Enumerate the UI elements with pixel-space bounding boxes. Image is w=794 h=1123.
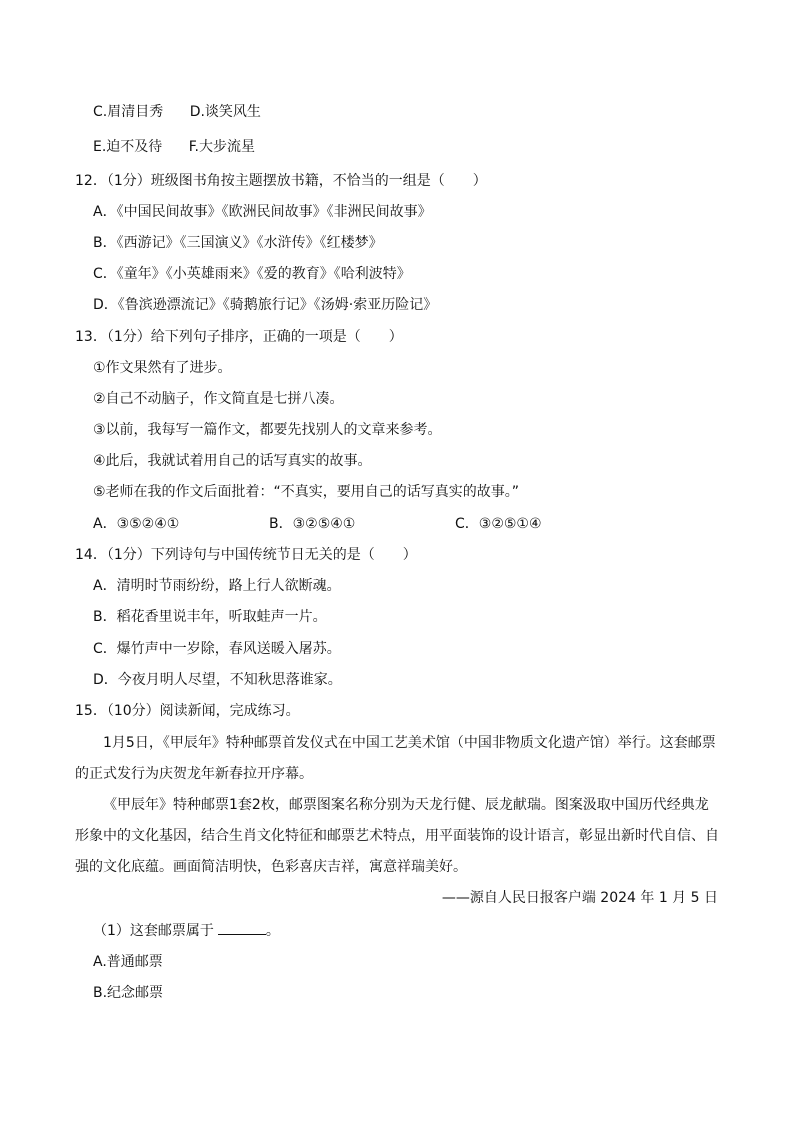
q15-news-paragraph-1: 1月5日，《甲辰年》特种邮票首发仪式在中国工艺美术馆（中国非物质文化遗产馆）举行。这套邮票的正式发行为庆贺龙年新春拉开序幕。: [75, 735, 716, 782]
q11-option-d: D.谈笑风生: [189, 104, 261, 120]
q13-sentence-1: ①作文果然有了进步。: [93, 360, 232, 376]
q11-options-row-ef: [93, 137, 255, 157]
q15-news-paragraph-2: 《甲辰年》特种邮票1套2枚，邮票图案名称分别为天龙行健、辰龙献瑞。图案汲取中国历代经典龙形象中的文化基因，结合生肖文化特征和邮票艺术特点，用平面装饰的设计语言，彰显出新时代自信、自强的文化底蕴。画面简洁明快，色彩喜庆吉祥，寓意祥瑞美好。: [75, 797, 719, 875]
q15-sub1-end: 。: [265, 923, 280, 939]
answer-blank[interactable]: [218, 920, 266, 935]
q15-sub1-stem: [93, 920, 280, 941]
q14-option-b: B．稻花香里说丰年，听取蛙声一片。: [93, 609, 327, 625]
q13-sentence-2: ②自己不动脑子，作文简直是七拼八凑。: [93, 391, 344, 407]
q15-news-source: ——源自人民日报客户端 2024 年 1 月 5 日: [441, 890, 718, 906]
q13-stem: 13．（1分）给下列句子排序，正确的一项是（ ）: [75, 329, 403, 345]
q15-sub1-text: （1）这套邮票属于: [93, 923, 214, 939]
q13-sentence-3: ③以前，我每写一篇作文，都要先找别人的文章来参考。: [93, 422, 442, 438]
q14-option-d: D．今夜月明人尽望，不知秋思落谁家。: [93, 672, 342, 688]
q13-option-a: A．③⑤②④①: [93, 516, 180, 532]
q14-option-c: C．爆竹声中一岁除，春风送暖入屠苏。: [93, 641, 341, 657]
q11-options-row-cd: [93, 102, 261, 122]
q12-option-c: C．《童年》《小英雄雨来》《爱的教育》《哈利波特》: [93, 266, 411, 282]
q15-sub1-option-a: A.普通邮票: [93, 954, 163, 970]
q12-option-a: A．《中国民间故事》《欧洲民间故事》《非洲民间故事》: [93, 204, 432, 220]
q15-sub1-option-b: B.纪念邮票: [93, 985, 164, 1001]
q15-stem: 15．（10分）阅读新闻，完成练习。: [75, 703, 300, 719]
q14-stem: 14．（1分）下列诗句与中国传统节日无关的是（ ）: [75, 547, 417, 563]
q14-option-a: A．清明时节雨纷纷，路上行人欲断魂。: [93, 578, 341, 594]
q13-option-c: C．③②⑤①④: [455, 516, 542, 532]
q13-option-b: B．③②⑤④①: [269, 516, 356, 532]
q11-option-c: C.眉清目秀: [93, 104, 164, 120]
q13-sentence-4: ④此后，我就试着用自己的话写真实的故事。: [93, 453, 372, 469]
q11-option-f: F.大步流星: [188, 139, 256, 155]
q12-stem: 12．（1分）班级图书角按主题摆放书籍，不恰当的一组是（ ）: [75, 173, 487, 189]
q12-option-b: B．《西游记》《三国演义》《水浒传》《红楼梦》: [93, 235, 383, 251]
q12-option-d: D．《鲁滨逊漂流记》《骑鹅旅行记》《汤姆·索亚历险记》: [93, 297, 438, 313]
q11-option-e: E.迫不及待: [93, 139, 163, 155]
q13-sentence-5: ⑤老师在我的作文后面批着：“不真实，要用自己的话写真实的故事。”: [93, 484, 520, 500]
